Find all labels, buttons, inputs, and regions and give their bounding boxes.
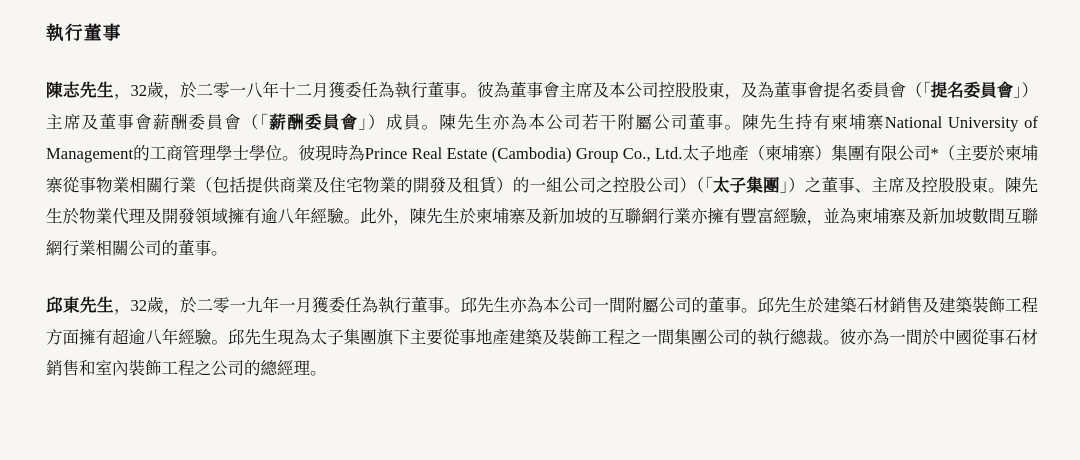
director-bio (46, 81, 1038, 258)
text-run: 」）主席及董事會薪酬委員會（「 (46, 81, 1038, 132)
paragraph-list (46, 75, 1040, 385)
defined-term: 太子集團 (713, 175, 780, 195)
text-run: ，32歲，於二零一九年一月獲委任為執行董事。邱先生亦為本公司一間附屬公司的董事。邱先生於建築石材銷售及建築裝飾工程方面擁有超逾八年經驗。邱先生現為太子集團旗下主要從事地產建築及裝飾工程之一間集團公司的執行總裁。彼亦為一間於中國從事石材銷售和室內裝飾工程之公司的總經理。 (46, 296, 1038, 378)
defined-term: 薪酬委員會 (269, 112, 359, 132)
section-heading-executive-directors: 執行董事 (46, 23, 122, 43)
paragraph-director-chen (46, 75, 1038, 264)
defined-term: 提名委員會 (930, 81, 1014, 100)
latin-text: National University of Management (46, 112, 1039, 163)
text-run: ，32歲，於二零一八年十二月獲委任為執行董事。彼為董事會主席及本公司控股股東，及為董事會提名委員會（「 (114, 81, 931, 100)
text-run: 」）之董事、主席及控股股東。陳先生於物業代理及開發領域擁有逾八年經驗。此外，陳先生於柬埔寨及新加坡的互聯網行業亦擁有豐富經驗，並為柬埔寨及新加坡數間互聯網行業相關公司的董事。 (46, 175, 1039, 258)
director-name: 邱東先生 (46, 296, 114, 315)
text-run: 的工商管理學士學位。彼現時為 (133, 144, 365, 163)
director-bio (46, 296, 1038, 378)
director-name: 陳志先生 (46, 81, 114, 100)
text-run: 」）成員。陳先生亦為本公司若干附屬公司董事。陳先生持有柬埔寨 (358, 112, 885, 132)
text-run: 太子地產（柬埔寨）集團有限公司*（主要於柬埔寨從事物業相關行業（包括提供商業及住宅物業的開發及租賃）的一組公司之控股公司）（「 (46, 144, 1039, 195)
latin-text: Prince Real Estate (Cambodia) Group Co., Ltd. (364, 144, 683, 163)
paragraph-director-qiu (46, 290, 1038, 385)
